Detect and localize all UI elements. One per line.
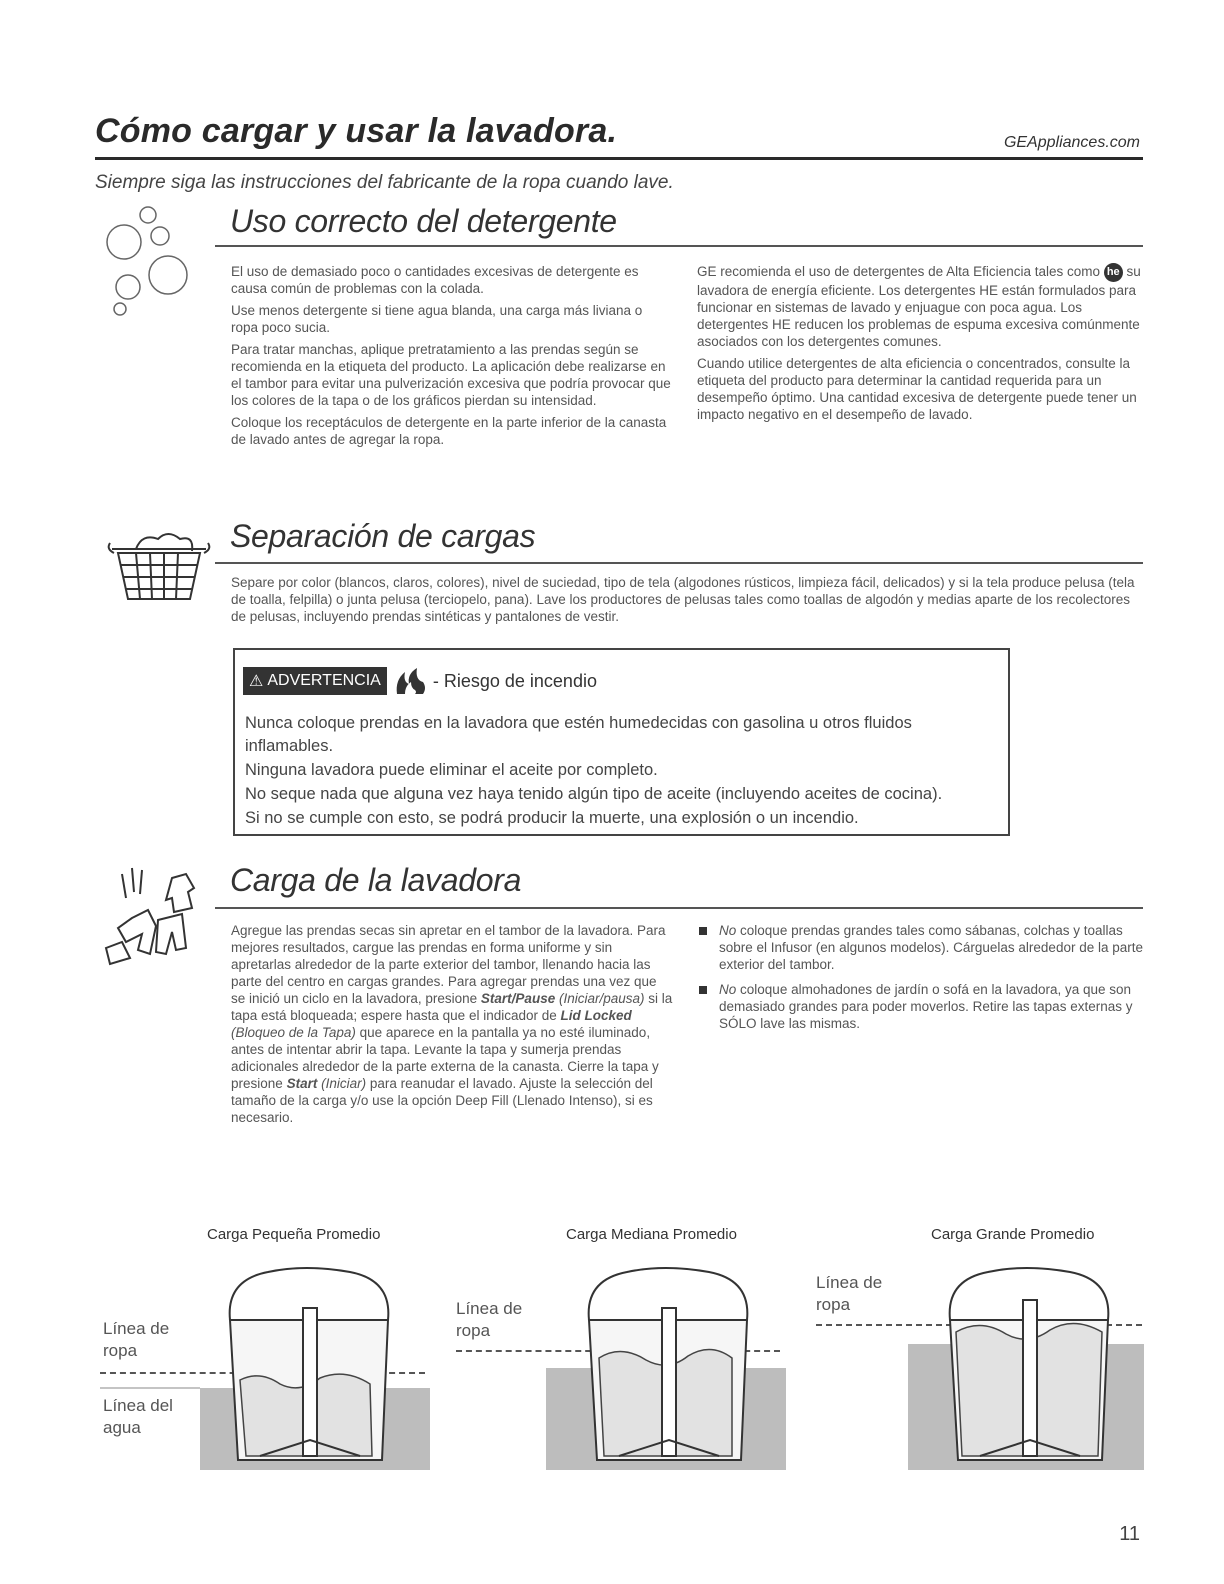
lid-locked-spanish: (Bloqueo de la Tapa) — [231, 1025, 356, 1040]
section-rule — [215, 562, 1143, 564]
washer-tub-medium-diagram — [456, 1260, 786, 1470]
detergent-left-column — [231, 263, 673, 453]
list-item — [697, 981, 1143, 1032]
bubbles-icon — [98, 200, 198, 325]
warning-badge — [243, 667, 387, 695]
warning-line: Si no se cumple con esto, se podrá producir la muerte, una explosión o un incendio. — [245, 809, 859, 827]
paragraph-text: su lavadora de energía eficiente. Los detergentes HE están formulados para funcionar en sistemas de lavado y enjuague con poca agua. Los detergentes HE reducen los problemas de espuma excesiva comúnmente asociados con los detergentes comunes. — [697, 264, 1141, 349]
warning-text — [245, 712, 997, 831]
paragraph-text: si la tapa está bloqueada; espere hasta que el indicador de — [231, 991, 673, 1023]
fire-icon — [393, 666, 429, 696]
section-title-detergent: Uso correcto del detergente — [230, 203, 617, 239]
list-item-text: coloque prendas grandes tales como sábanas, colchas y toallas sobre el Infusor (en algunos modelos). Cárguelas alrededor de la parte exterior del tambor. — [719, 923, 1143, 972]
loading-bullets — [697, 922, 1143, 1040]
warning-line: Ninguna lavadora puede eliminar el aceite por completo. — [245, 761, 658, 779]
sorting-text: Separe por color (blancos, claros, colores), nivel de suciedad, tipo de tela (algodones rústicos, limpieza fácil, delicados) y si la tela produce pelusa (tela de toalla, felpilla) o junta pelusa (terciopelo, pana). Lave los productores de pelusas tales como toallas de algodón y medias aparte de los recolectores de pelusas, incluyendo prendas sintéticas y pantalones de vestir. — [231, 575, 1135, 624]
warning-header — [243, 666, 597, 696]
detergent-right-column — [697, 263, 1143, 428]
start-spanish: (Iniciar) — [321, 1076, 367, 1091]
warning-triangle-icon: ⚠ — [249, 673, 264, 690]
page-title: Cómo cargar y usar la lavadora. — [95, 112, 618, 150]
washer-tub-small-diagram — [100, 1260, 430, 1470]
title-rule — [95, 157, 1143, 160]
laundry-basket-icon — [106, 527, 212, 607]
list-item-text: coloque almohadones de jardín o sofá en la lavadora, ya que son demasiado grandes para poder moverlos. Retire las tapas externas y SÓLO lave las mismas. — [719, 982, 1133, 1031]
clothes-icon — [102, 858, 214, 968]
page-number: 11 — [1119, 1523, 1140, 1545]
diagram-caption-large: Carga Grande Promedio — [931, 1226, 1095, 1243]
start-pause-spanish: (Iniciar/pausa) — [558, 991, 645, 1006]
diagram-caption-small: Carga Pequeña Promedio — [207, 1226, 381, 1243]
paragraph: El uso de demasiado poco o cantidades excesivas de detergente es causa común de problemas con la colada. — [231, 264, 639, 296]
start-pause-label: Start/Pause — [480, 991, 556, 1006]
section-title-sorting: Separación de cargas — [230, 518, 536, 554]
website-link[interactable]: GEAppliances.com — [1003, 134, 1140, 151]
warning-title: - Riesgo de incendio — [432, 670, 597, 691]
water-line-label: Línea del agua — [103, 1396, 173, 1437]
warning-badge-label: ADVERTENCIA — [267, 672, 381, 689]
paragraph — [697, 263, 1143, 350]
paragraph: Cuando utilice detergentes de alta eficiencia o concentrados, consulte la etiqueta del producto para determinar la cantidad requerida para un desempeño óptimo. Una cantidad excesiva de detergente puede tener un impacto negativo en el desempeño de lavado. — [697, 356, 1137, 422]
paragraph-text: GE recomienda el uso de detergentes de Alta Eficiencia tales como — [697, 264, 1100, 280]
section-title-loading: Carga de la lavadora — [230, 862, 522, 898]
paragraph: Use menos detergente si tiene agua blanda, una carga más liviana o ropa poco sucia. — [231, 303, 643, 335]
washer-tub-large-diagram — [816, 1260, 1144, 1470]
warning-line: Nunca coloque prendas en la lavadora que estén humedecidas con gasolina u otros fluidos inflamables. — [245, 714, 912, 755]
section-rule — [215, 245, 1143, 247]
page-subtitle: Siempre siga las instrucciones del fabricante de la ropa cuando lave. — [95, 172, 674, 193]
lid-locked-label: Lid Locked — [560, 1008, 632, 1023]
section-rule — [215, 907, 1143, 909]
start-label: Start — [286, 1076, 318, 1091]
diagram-caption-medium: Carga Mediana Promedio — [566, 1226, 737, 1243]
paragraph — [231, 922, 673, 1126]
he-logo-icon: he — [1104, 263, 1123, 282]
emphasis: No — [719, 923, 737, 938]
clothes-line-label: Línea de ropa — [456, 1299, 523, 1340]
emphasis: No — [719, 982, 737, 997]
warning-box — [233, 648, 1010, 836]
warning-line: No seque nada que alguna vez haya tenido algún tipo de aceite (incluyendo aceites de cocina). — [245, 785, 943, 803]
clothes-line-label: Línea de ropa — [816, 1273, 883, 1314]
clothes-line-label: Línea de ropa — [103, 1319, 170, 1360]
paragraph: Para tratar manchas, aplique pretratamiento a las prendas según se recomienda en la etiqueta del producto. La aplicación debe realizarse en el tambor para evitar una pulverización excesiva que podría provocar que los colores de la tapa o de los gráficos pierdan su intensidad. — [231, 342, 671, 408]
paragraph-text: Agregue las prendas secas sin apretar en el tambor de la lavadora. Para mejores resultados, cargue las prendas en forma uniforme y sin apretarlas alrededor de la parte exterior del tambor, llenando hacia las parte del centro en cargas grandes. Para agregar prendas una vez que se inició un ciclo en la lavadora, presione — [231, 923, 666, 1006]
paragraph: Coloque los receptáculos de detergente en la parte inferior de la canasta de lavado antes de agregar la ropa. — [231, 415, 667, 447]
loading-left-column — [231, 922, 673, 1131]
list-item — [697, 922, 1143, 973]
paragraph-text: para reanudar el lavado. Ajuste la selección del tamaño de la carga y/o use la opción Deep Fill (Llenado Intenso), si es necesario. — [231, 1076, 653, 1125]
paragraph-text: que aparece en la pantalla ya no esté iluminado, antes de intentar abrir la tapa. Levante la tapa y sumerja prendas adicionales alrededor de la parte externa de la canasta. Cierre la tapa y presione — [231, 1025, 659, 1091]
